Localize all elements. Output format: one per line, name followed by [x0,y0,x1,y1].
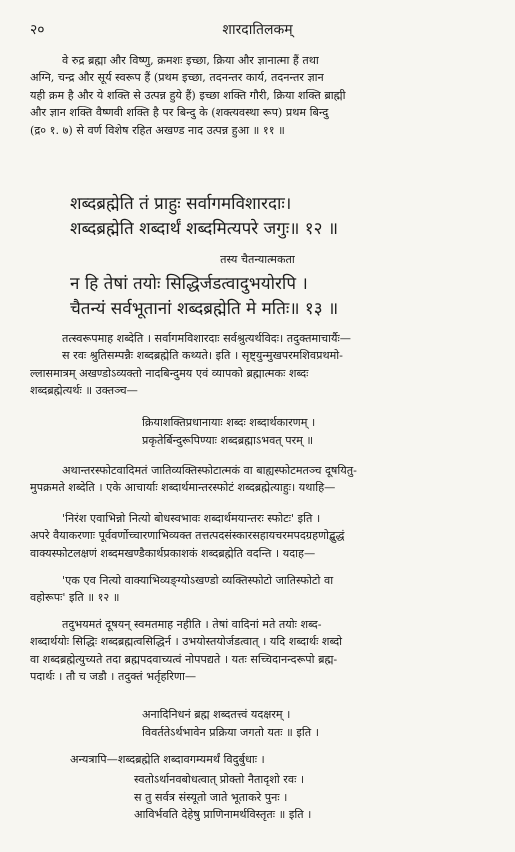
quote-line: आविर्भवति देहेषु प्राणिनामर्थविस्तृतः ॥ इति । [134,808,312,821]
text-line: वा शब्दब्रह्मेत्युच्यते तदा ब्रह्मपदवाच्यत्वं नोपपद्यते । यतः सच्चिदानन्दरूपो ब्रह्म- [30,652,338,666]
quotation-1 [142,414,315,449]
quote-line: शब्दब्रह्मेति शब्दावगम्यमर्थं विदुर्बुधाः । [117,753,265,766]
quotation-2 [142,706,319,741]
text-line: शब्दब्रह्मेत्यर्थः ॥ उक्तञ्च— [30,384,138,398]
verse-line: चैतन्यं सर्वभूतानां शब्दब्रह्मेति मे मतिः॥ १३ ॥ [70,298,339,319]
verse-line: न हि तेषां तयोः सिद्धिर्जडत्वादुभयोरपि । [70,274,308,294]
text-line: 'निरंश एवाभिन्नो नित्यो बोधस्वभावः शब्दार्थमयान्तरः स्फोटः' इति । [62,512,321,525]
text-line: वहोरूपः' इति ॥ १२ ॥ [30,591,120,605]
section-caption: तस्य चैतन्यात्मकता [220,253,295,266]
text-line: अपरे वैयाकरणाः पूर्ववर्णोच्चारणाभिव्यक्त तत्तत्पदसंस्कारसहायचरमपदग्रहणोद्बुद्धं [30,529,345,543]
text-line: (द्र० १. ७) से वर्ण विशेष रहित अखण्ड नाद उत्पन्न हुआ ॥ ११ ॥ [30,123,285,137]
hindi-commentary [30,52,497,139]
final-quote-row [70,752,497,767]
quote-line: अनादिनिधनं ब्रह्म शब्दतत्त्वं यदक्षरम् । [142,708,291,721]
quote-line: स्वतोऽर्थानवबोधत्वात् प्रोक्तो नैतादृशो रवः । [134,773,305,786]
text-line: वे रुद्र ब्रह्मा और विष्णु, क्रमशः इच्छा, क्रिया और ज्ञानात्मा हैं तथा [62,54,319,67]
text-line: ल्लासमात्रम् अखण्डोऽव्यक्तो नादबिन्दुमय एवं व्यापको ब्रह्मात्मकः शब्दः [30,366,309,380]
text-line: अग्नि, चन्द्र और सूर्य स्वरूप हैं (प्रथम इच्छा, तदनन्तर कार्य, तदनन्तर ज्ञान [30,71,324,85]
quote-line: विवर्ततेऽर्थभावेन प्रक्रिया जगतो यतः ॥ इति । [142,725,319,739]
text-line: 'एक एव नित्यो वाक्याभिव्यङ्ग्योऽखण्डो व्यक्तिस्फोटो जातिस्फोटो वा [62,574,334,587]
text-line: शब्दार्थयोः सिद्धिः शब्दब्रह्मत्वसिद्धिर्न । उभयोस्तयोर्जडत्वात् । यदि शब्दार्थः शब्दो [30,635,343,649]
quote-line: स तु सर्वत्र संस्यूतो जाते भूताकरे पुनः । [134,790,288,804]
sanskrit-commentary [30,510,497,562]
text-line: पदार्थः । तौ च जडौ । तदुक्तं भर्तृहरिणा— [30,670,197,684]
sanskrit-commentary [30,572,497,607]
text-line: यही क्रम है और ये शक्ति से उत्पन्न हुये हैं) इच्छा शक्ति गौरी, क्रिया शक्ति ब्राह्मी [30,88,346,102]
text-line: स रवः श्रुतिसम्पन्नैः शब्दब्रह्मेति कथ्यते। इति । सृष्ट्युन्मुखपरमशिवप्रथमो- [62,349,343,363]
text-line: तत्स्वरूपमाह शब्देति । सर्वागमविशारदाः सर्वश्रुत्यर्थविदः। तदुक्तमाचार्यैः— [62,332,351,345]
text-line: और ज्ञान शक्ति वैष्णवी शक्ति है पर बिन्दु के (शक्त्यवस्था रूप) प्रथम बिन्दु [30,106,329,120]
verse-line: शब्दब्रह्मेति शब्दार्थं शब्दमित्यपरे जगुः॥ १२ ॥ [70,218,339,239]
quote-line: प्रकृतेर्बिन्दुरूपिण्याः शब्दब्रह्माऽभवत् परम् ॥ [142,433,314,447]
quotation-3 [134,771,311,824]
verse-line: शब्दब्रह्मेति तं प्राहुः सर्वागमविशारदाः। [70,194,292,214]
sanskrit-commentary [30,330,497,400]
sanskrit-commentary [30,462,497,497]
quote-lead: अन्यत्रापि— [70,753,118,766]
verse-13 [70,272,497,321]
verse-12 [70,192,497,241]
text-line: मुपक्रमते शब्देति । एके आचार्याः शब्दार्थमान्तरस्फोटं शब्दब्रह्मेत्याहुः। यथाहि— [30,481,336,495]
page-number: २० [30,22,45,38]
sanskrit-commentary [30,616,497,686]
text-line: अथान्तरस्फोटवादिमतं जातिव्यक्तिस्फोटात्मकं वा बाह्यस्फोटमतञ्च दूषयितु- [62,464,357,477]
text-line: तदुभयमतं दूषयन् स्वमतमाह नहीति । तेषां वादिनां मते तयोः शब्द- [62,618,322,631]
text-line: वाक्यस्फोटलक्षणं शब्दमखण्डैकार्थप्रकाशकं शब्दब्रह्मेति वदन्ति । यदाह— [30,546,316,560]
quote-line: क्रियाशक्तिप्रधानायाः शब्दः शब्दार्थकारणम् । [142,416,316,429]
running-title: शारदातिलकम् [222,22,293,38]
